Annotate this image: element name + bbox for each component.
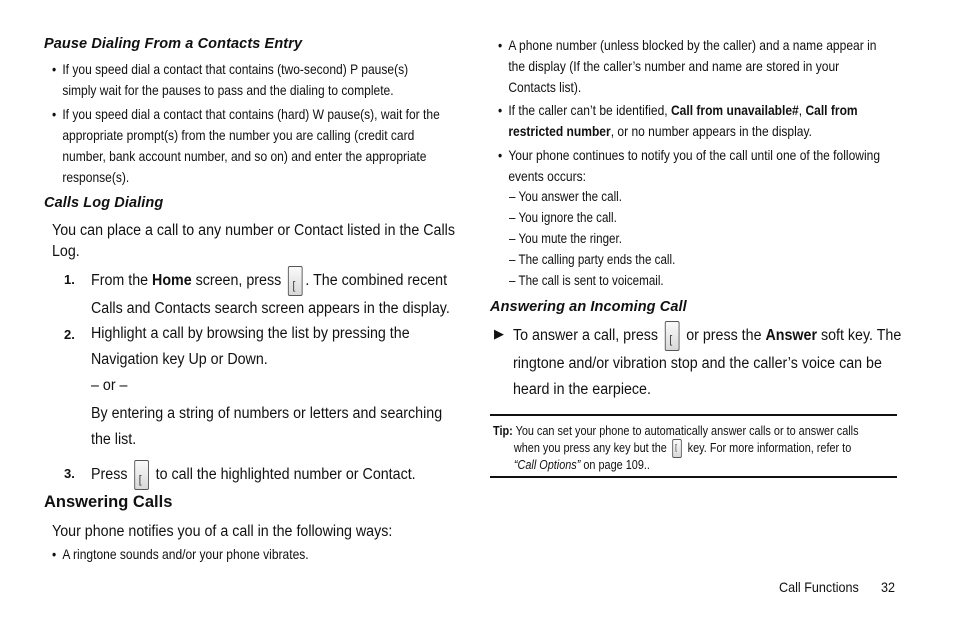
home-label: Home [152,272,192,290]
call-from-unavailable-label: Call from unavailable# [670,102,799,118]
footer-section: Call Functions [779,579,859,595]
step-number: 2. [64,327,75,342]
list-item: – You answer the call. [509,189,622,204]
answering-intro: Your phone notifies you of a call in the following ways: [52,523,393,540]
list-item: – You mute the ringer. [509,231,622,246]
call-options-reference: “Call Options” [513,457,581,472]
answer-softkey-label: Answer [765,327,818,345]
step-number: 1. [64,272,75,287]
send-key-icon [134,460,149,490]
end-key-icon [672,439,682,458]
arrow-icon: ▶ [494,326,504,341]
answering-calls-heading: Answering Calls [44,493,173,511]
bullet-icon: • [498,37,503,53]
or-separator: – or – [91,377,128,394]
calls-log-heading: Calls Log Dialing [44,195,164,211]
list-item: – The calling party ends the call. [509,252,676,267]
pause-bullet-1: • If you speed dial a contact that contains (two-second) P pause(s) simply wait for the pauses to pass and the dialing to complete. [52,61,409,98]
bullet-icon: • [498,102,503,118]
notify-bullet-1: • A phone number (unless blocked by the caller) and a name appear in the display (If the caller’s number and name are stored in your Contacts list). [498,37,877,95]
tip-label: Tip: [493,424,513,438]
pause-dialing-heading: Pause Dialing From a Contacts Entry [44,36,303,52]
pause-bullet-2: • If you speed dial a contact that contains (hard) W pause(s), wait for the appropriate prompt(s) from the number you are calling (credit card number, bank account number, and so on) and enter the appropriate response(s). [52,106,440,185]
page-number: 32 [881,579,896,595]
answering-bullet-1: • A ringtone sounds and/or your phone vibrates. [52,544,456,565]
send-key-icon [288,266,303,296]
events-list [509,186,913,291]
bullet-icon: • [52,106,57,122]
restricted-number-label: restricted number [508,123,611,139]
list-item: – The call is sent to voicemail. [509,273,664,288]
list-item: – You ignore the call. [509,210,617,225]
calls-log-intro: You can place a call to any number or Contact listed in the Calls Log. [52,222,455,260]
answering-incoming-heading: Answering an Incoming Call [490,299,687,315]
bullet-icon: • [498,147,503,163]
step-number: 3. [64,466,75,481]
bullet-icon: • [52,61,57,77]
notify-bullet-3: • Your phone continues to notify you of the call until one of the following events occurs: [498,147,881,184]
send-key-icon [665,321,680,351]
notify-bullet-2: • If the caller can’t be identified, Call from unavailable#, Call from restricted number, or no number appears in the display. [498,102,858,139]
tip-box: Tip: You can set your phone to automatically answer calls or to answer calls when you press any key but the [ key. For more information, refer to “Call Options” on page 109.. [490,414,897,478]
bullet-icon: • [52,546,57,562]
